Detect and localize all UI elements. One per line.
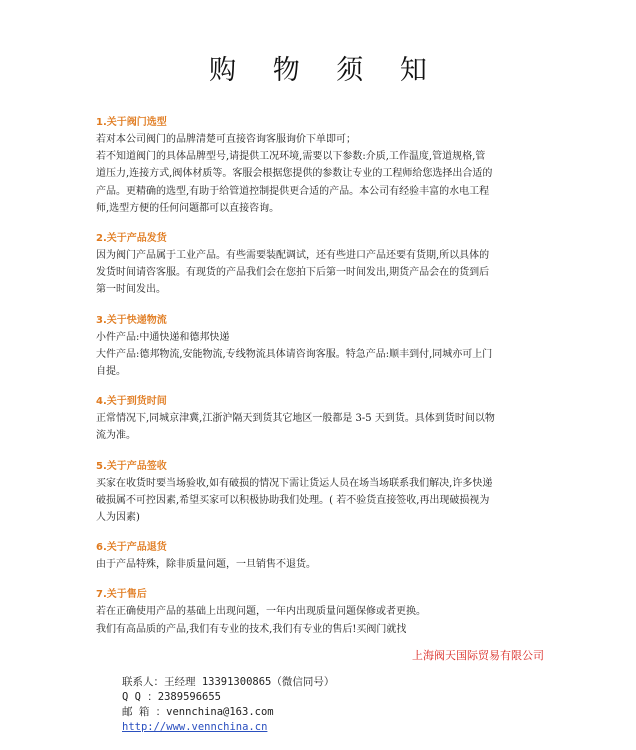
company-name: 上海阀天国际贸易有限公司: [412, 649, 544, 662]
section-line: 自提。: [96, 366, 126, 378]
section-returns: [96, 539, 544, 573]
section-line: 若对本公司阀门的品牌清楚可直接咨询客服询价下单即可；: [96, 134, 356, 145]
section-valve-selection: [96, 114, 544, 217]
section-logistics: [96, 312, 544, 381]
section-line: 由于产品特殊，除非质量问题，一旦销售不退货。: [96, 559, 316, 571]
section-heading: 2.关于产品发货: [96, 233, 167, 245]
section-line: 流为准。: [96, 430, 136, 442]
section-line: 第一时间发出。: [96, 284, 166, 296]
section-line: 正常情况下,同城京津冀,江浙沪隔天到货其它地区一般都是 3-5 天到货。具体到货时间以物: [96, 413, 495, 425]
notice-content: [96, 114, 544, 651]
section-line: 因为阀门产品属于工业产品。有些需要装配调试，还有些进口产品还要有货期,所以具体的: [96, 250, 490, 262]
section-heading: 6.关于产品退货: [96, 542, 167, 554]
section-delivery-time: [96, 393, 544, 444]
section-shipping: [96, 230, 544, 299]
contact-person: 联系人：王经理 13391300865（微信同号）: [122, 676, 335, 688]
page-title: 购 物 须 知: [209, 55, 441, 86]
section-heading: 7.关于售后: [96, 589, 147, 601]
section-heading: 5.关于产品签收: [96, 460, 167, 472]
section-line: 发货时间请咨客服。有现货的产品我们会在您拍下后第一时间发出,期货产品会在的货到后: [96, 267, 490, 279]
section-heading: 4.关于到货时间: [96, 396, 167, 408]
contact-qq: Q Q ：2389596655: [122, 691, 222, 703]
section-line: 小件产品:中通快递和德邦快递: [96, 331, 230, 343]
section-heading: 1.关于阀门选型: [96, 117, 167, 128]
section-heading: 3.关于快递物流: [96, 314, 167, 326]
section-line: 若不知道阀门的具体品牌型号,请提供工况环境,需要以下参数:介质,工作温度,管道规格,管: [96, 151, 486, 163]
section-line: 我们有高品质的产品,我们有专业的技术,我们有专业的售后!买阀门就找: [96, 623, 407, 635]
contact-email: 邮 箱 ：vennchina@163.com: [122, 706, 274, 718]
section-line: 产品。更精确的选型,有助于给管道控制提供更合适的产品。本公司有经验丰富的水电工程: [96, 185, 490, 197]
section-line: 买家在收货时要当场验收,如有破损的情况下需让货运人员在场当场联系我们解决,许多快递: [96, 477, 493, 489]
section-line: 师,选型方便的任何问题都可以直接咨询。: [96, 202, 280, 214]
section-line: 若在正确使用产品的基础上出现问题，一年内出现质量问题保修或者更换。: [96, 606, 426, 618]
contact-block: [122, 675, 334, 735]
section-line: 大件产品:德邦物流,安能物流,专线物流具体请咨询客服。特急产品:顺丰到付,同城亦可上门: [96, 348, 493, 360]
section-after-sales: [96, 586, 544, 637]
section-line: 人为因素): [96, 512, 140, 524]
section-line: 破损属不可控因素,希望买家可以积极协助我们处理。( 若不验货直接签收,再出现破损视为: [96, 494, 490, 506]
section-line: 道压力,连接方式,阀体材质等。客服会根据您提供的参数让专业的工程师给您选择出合适的: [96, 168, 493, 180]
website-link[interactable]: http://www.vennchina.cn: [122, 721, 268, 733]
section-receipt: [96, 458, 544, 527]
